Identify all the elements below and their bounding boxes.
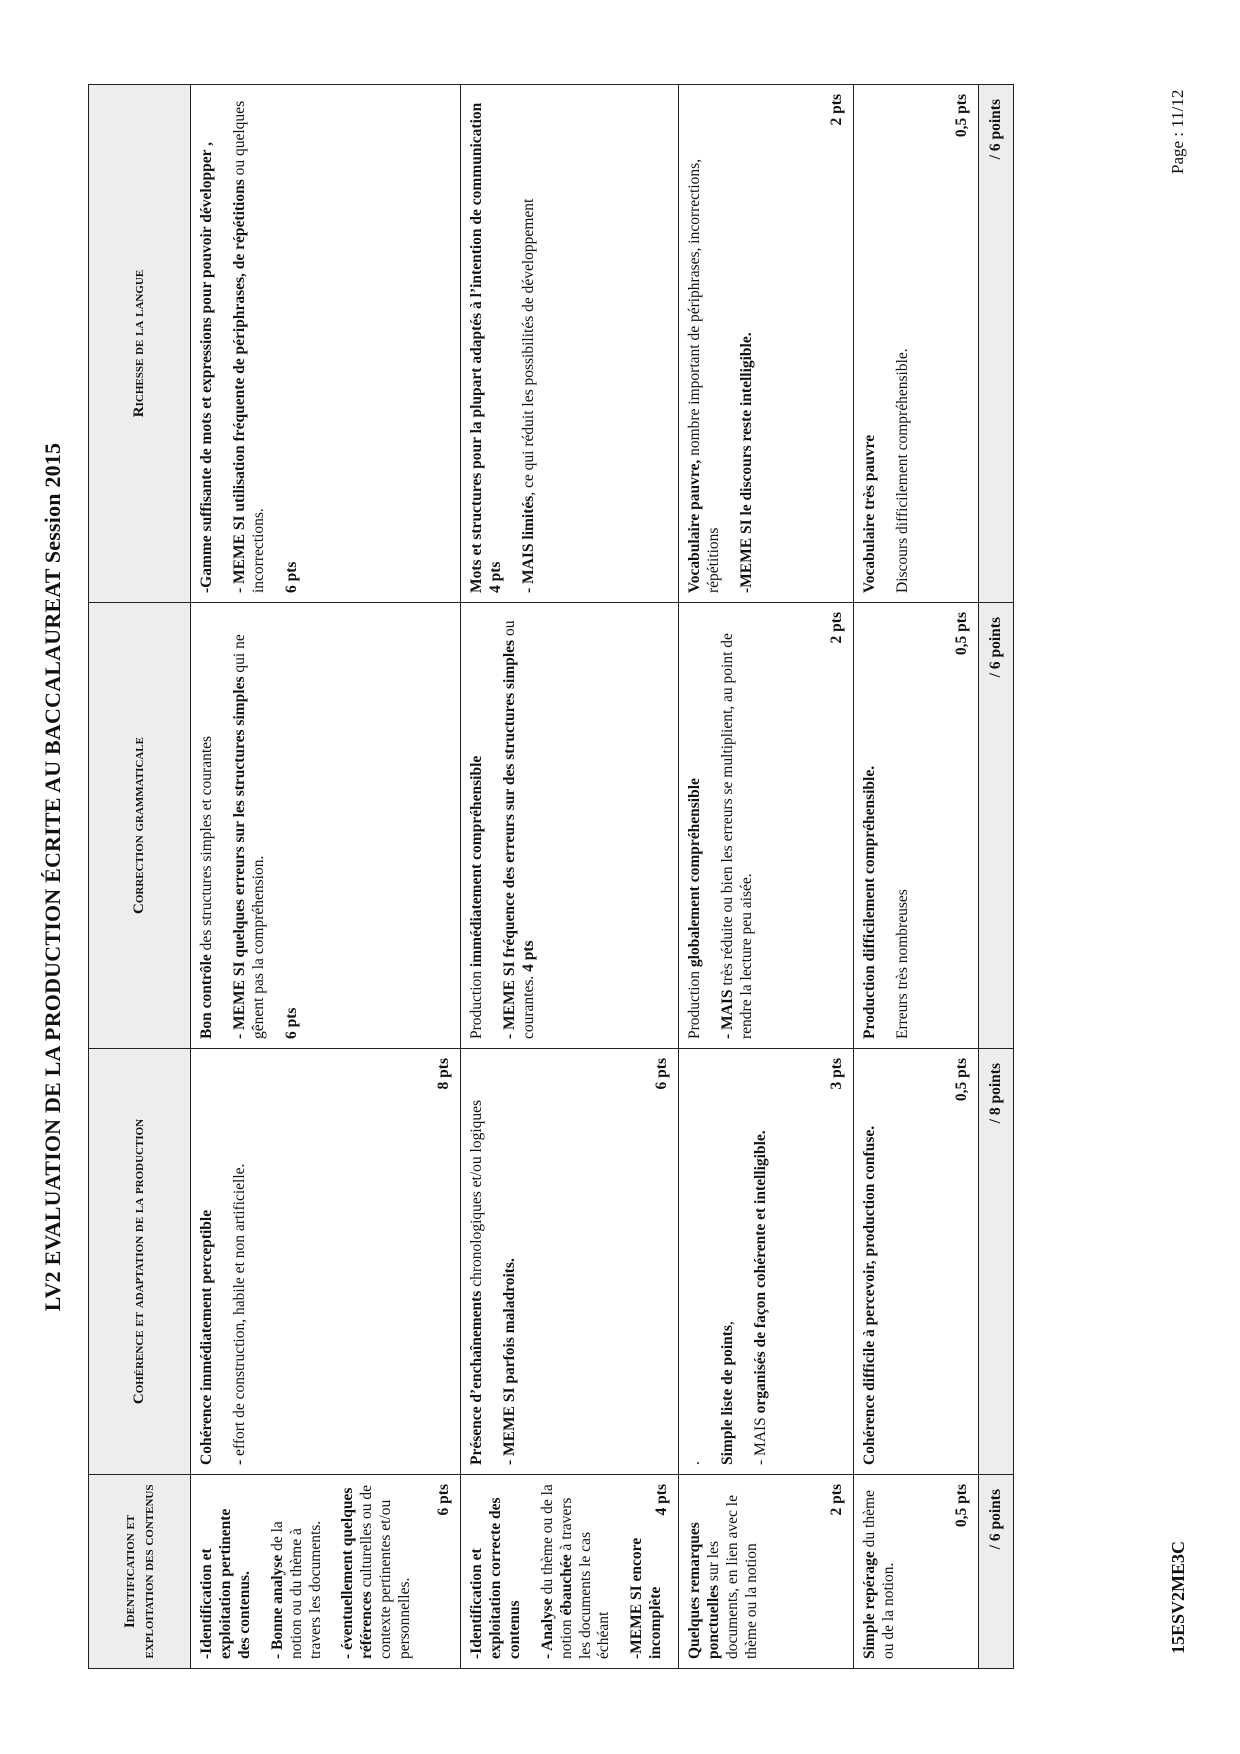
criteria-row <box>191 85 461 1669</box>
cell-text: Vocabulaire très pauvre <box>861 434 878 593</box>
cell-paragraph <box>539 1484 615 1659</box>
totals-row <box>979 85 1014 1669</box>
points-value: 0,5 pts <box>953 94 971 138</box>
grid-cell <box>461 85 679 603</box>
grid-cell <box>461 1475 679 1669</box>
total-correction: / 6 points <box>979 603 1014 1049</box>
cell-text: . <box>686 1461 703 1465</box>
grid-cell <box>854 85 979 603</box>
cell-text: qui ne gênent pas la compréhension. <box>230 634 267 1039</box>
cell-text: 6 pts <box>282 561 300 593</box>
cell-paragraph <box>686 612 705 1039</box>
evaluation-grid <box>88 84 1014 1669</box>
points-value: 4 pts <box>653 1484 671 1516</box>
cell-paragraph <box>501 1058 520 1465</box>
grid-cell <box>854 1049 979 1475</box>
cell-text: 4 pts <box>519 940 537 972</box>
grid-cell <box>461 1049 679 1475</box>
cell-text: de la notion ou du thème à travers les documents. <box>268 1520 324 1659</box>
cell-text: Cohérence immédiatement perceptible <box>198 1209 215 1465</box>
total-coherence: / 8 points <box>979 1049 1014 1475</box>
cell-text: immédiatement compréhensible <box>468 755 485 968</box>
points-value: 2 pts <box>828 94 846 126</box>
grid-cell <box>854 1475 979 1669</box>
cell-text: chronologiques et/ou logiques <box>468 1099 485 1291</box>
cell-paragraph <box>231 94 269 593</box>
cell-text: des structures simples et courantes <box>198 735 215 955</box>
points-value: 0,5 pts <box>953 612 971 656</box>
cell-text: - MEME SI utilisation fréquente de périphrases, de répétitions <box>230 179 248 593</box>
cell-text: du thème ou de la notion. <box>861 1490 897 1659</box>
page-number: Page : 11/12 <box>1168 89 1187 174</box>
cell-text: , <box>718 1321 736 1326</box>
column-header-coherence: Cohérence et adaptation de la production <box>89 1049 191 1475</box>
cell-text: -Identification et exploitation pertinente des contenus. <box>198 1508 253 1659</box>
cell-text: Erreurs très nombreuses <box>893 889 911 1039</box>
cell-text: - MAIS limités <box>519 495 537 593</box>
cell-paragraph <box>198 1058 217 1465</box>
grid-cell <box>679 1049 854 1475</box>
cell-text: 6 pts <box>282 1007 300 1039</box>
cell-paragraph <box>861 94 880 593</box>
column-header-correction: Correction grammaticale <box>89 603 191 1049</box>
cell-paragraph <box>198 94 217 593</box>
cell-paragraph <box>738 94 757 593</box>
cell-text: - éventuellement quelques références <box>339 1487 376 1659</box>
cell-text: Vocabulaire pauvre, <box>686 459 703 593</box>
cell-text: effort de construction, habile et non artificielle. <box>230 1163 248 1456</box>
cell-paragraph <box>520 94 539 593</box>
cell-text: - MEME SI quelques erreurs sur les structures simples <box>230 676 248 1039</box>
grid-cell <box>191 85 461 603</box>
cell-text: Présence d’enchaînements <box>468 1290 485 1465</box>
cell-paragraph <box>752 1058 771 1465</box>
cell-text: Simple liste de points <box>718 1325 736 1465</box>
cell-paragraph <box>231 612 269 1039</box>
cell-paragraph <box>468 94 506 593</box>
cell-text: Production difficilement compréhensible. <box>861 765 878 1039</box>
cell-paragraph <box>283 94 302 593</box>
cell-paragraph <box>198 1484 255 1659</box>
cell-text: ébauchée <box>557 1554 575 1616</box>
points-value: 2 pts <box>828 612 846 644</box>
cell-paragraph <box>686 1484 762 1659</box>
cell-text: - MAIS <box>718 989 736 1039</box>
column-header-richesse: Richesse de la langue <box>89 85 191 603</box>
cell-text: -MEME SI le discours reste intelligible. <box>737 332 755 593</box>
cell-text: ou courantes. <box>500 620 537 1039</box>
grid-body <box>191 85 1014 1669</box>
cell-text: sur les documents, en lien avec le thème ou la notion <box>704 1495 760 1659</box>
cell-text: culturelles ou de contexte pertinentes et/ou personnelles. <box>358 1484 414 1659</box>
total-richesse: / 6 points <box>979 85 1014 603</box>
cell-text: Bon contrôle <box>198 954 215 1039</box>
points-value: 3 pts <box>828 1058 846 1090</box>
cell-text: globalement compréhensible <box>686 778 703 968</box>
cell-paragraph <box>719 612 757 1039</box>
cell-text: à travers les documents le cas échéant <box>557 1497 613 1659</box>
cell-paragraph <box>283 612 302 1039</box>
criteria-row <box>461 85 679 1669</box>
grid-cell <box>854 603 979 1049</box>
cell-paragraph <box>501 612 539 1039</box>
cell-text: Discours difficilement compréhensible. <box>893 348 911 593</box>
cell-paragraph <box>686 1058 705 1465</box>
criteria-row <box>679 85 854 1669</box>
points-value: 0,5 pts <box>953 1058 971 1102</box>
grid-cell <box>191 1475 461 1669</box>
cell-text: -MEME SI encore incomplète <box>628 1537 665 1659</box>
document-code: 15ESV2ME3C <box>1168 1540 1188 1654</box>
cell-paragraph <box>894 94 913 593</box>
cell-paragraph <box>339 1484 415 1659</box>
cell-paragraph <box>468 1484 525 1659</box>
cell-text: nombre important de périphrases, incorrections, répétitions <box>686 158 722 593</box>
cell-text: Mots et structures pour la plupart adaptés à l’intention de communication <box>468 102 485 593</box>
cell-text: -Identification et exploitation correcte des contenus <box>468 1497 523 1659</box>
criteria-row <box>854 85 979 1669</box>
cell-text: - Analyse <box>538 1598 556 1659</box>
cell-paragraph <box>468 1058 487 1465</box>
cell-text: organisés de façon cohérente et intelligible. <box>751 1130 769 1414</box>
cell-text: - MAIS <box>751 1413 769 1465</box>
cell-text: Quelques remarques ponctuelles <box>686 1522 722 1659</box>
points-value: 6 pts <box>653 1058 671 1090</box>
cell-text: - MEME SI fréquence des erreurs sur des structures simples <box>500 639 518 1039</box>
cell-text: - <box>230 1455 248 1465</box>
column-header-identification: Identification et exploitation des contenus <box>89 1475 191 1669</box>
points-value: 6 pts <box>435 1484 453 1516</box>
cell-text: 4 pts <box>486 561 504 593</box>
page-title: LV2 EVALUATION DE LA PRODUCTION ÉCRITE AU BACCALAUREAT Session 2015 <box>40 442 65 1312</box>
cell-paragraph <box>861 1484 899 1659</box>
cell-text: Cohérence difficile à percevoir, production confuse. <box>861 1125 878 1465</box>
points-value: 0,5 pts <box>953 1484 971 1528</box>
cell-text: - MEME SI parfois maladroits. <box>500 1258 518 1465</box>
grid-cell <box>679 603 854 1049</box>
cell-text: du thème ou de la notion <box>538 1484 575 1659</box>
cell-paragraph <box>231 1058 250 1465</box>
cell-paragraph <box>269 1484 326 1659</box>
grid-cell <box>679 1475 854 1669</box>
cell-text: Simple repérage <box>861 1551 878 1659</box>
cell-text: -Gamme suffisante de mots et expressions pour pouvoir développer , <box>198 142 215 593</box>
cell-text: , ce qui réduit les possibilités de développement <box>519 198 537 496</box>
points-value: 8 pts <box>435 1058 453 1090</box>
cell-text: très réduite ou bien les erreurs se multiplient, au point de rendre la lecture peu aisée. <box>718 633 755 1039</box>
cell-text: ou quelques incorrections. <box>230 100 267 593</box>
points-value: 2 pts <box>828 1484 846 1516</box>
grid-cell <box>191 1049 461 1475</box>
cell-paragraph <box>861 1058 880 1465</box>
grid-cell <box>461 603 679 1049</box>
cell-text: Production <box>686 967 703 1039</box>
grid-cell <box>191 603 461 1049</box>
cell-paragraph <box>686 94 724 593</box>
cell-paragraph <box>719 1058 738 1465</box>
cell-text: - Bonne analyse <box>268 1554 286 1659</box>
grid-cell <box>679 85 854 603</box>
cell-paragraph <box>198 612 217 1039</box>
cell-paragraph <box>468 612 487 1039</box>
cell-text: Production <box>468 967 485 1039</box>
cell-paragraph <box>861 612 880 1039</box>
cell-paragraph <box>894 612 913 1039</box>
header-row <box>89 85 191 1669</box>
total-identification: / 6 points <box>979 1475 1014 1669</box>
